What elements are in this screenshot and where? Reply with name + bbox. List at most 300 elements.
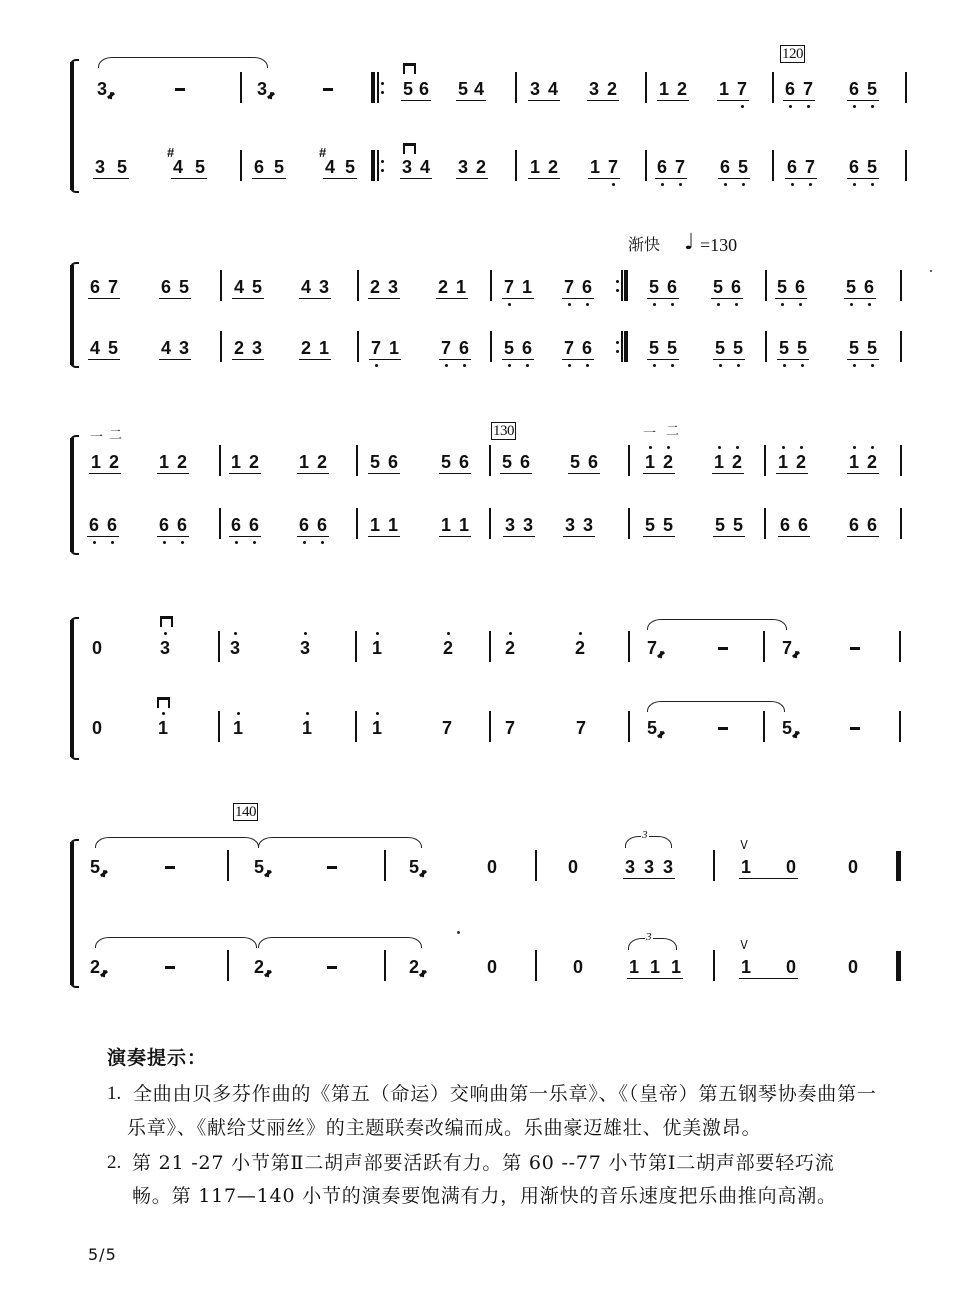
barline: [515, 72, 517, 103]
barline: [628, 631, 630, 662]
note: 3: [458, 157, 469, 177]
note-group: [230, 638, 240, 658]
note-item-text: 第 21 -27 小节第Ⅱ二胡声部要活跃有力。第 60 --77 小节第Ⅰ二胡声部要轻巧流: [132, 1152, 835, 1174]
note: 7: [564, 277, 575, 297]
beat: [570, 452, 600, 472]
note: 1: [319, 338, 330, 358]
note: 1: [299, 452, 310, 472]
note: 5: [403, 79, 414, 99]
note-group: [409, 857, 419, 877]
dash-extension: [850, 638, 860, 658]
beat: [502, 452, 532, 472]
dash-extension: [175, 79, 185, 99]
beamed-note-group: [436, 277, 468, 299]
note: 6: [231, 515, 242, 535]
note: 2: [249, 452, 260, 472]
repeat-thin-bar: [621, 270, 623, 301]
note: 6: [849, 515, 860, 535]
beamed-note-group: [588, 157, 620, 179]
fingering-1: 一: [90, 430, 104, 445]
beamed-note-group: [229, 452, 261, 474]
staff-upper: [0, 452, 968, 472]
note: 5: [667, 338, 678, 358]
note: 1: [159, 452, 170, 472]
note: 1: [650, 957, 661, 977]
beamed-note-group: [456, 79, 486, 101]
repeat-thick-bar: [624, 270, 628, 301]
note-group: [165, 957, 175, 977]
beat: [782, 718, 792, 738]
barline: [357, 270, 359, 301]
note: 6: [388, 452, 399, 472]
beat: [849, 79, 879, 99]
note: 5: [108, 338, 119, 358]
beat: [576, 718, 586, 738]
note: 1: [233, 718, 244, 738]
beat: [319, 145, 357, 177]
note-group: [90, 957, 100, 977]
note: 6: [254, 157, 265, 177]
beat: [779, 338, 809, 358]
note: 1: [372, 718, 383, 738]
note: 5: [867, 157, 878, 177]
beamed-note-group: [157, 515, 189, 537]
note-group: [254, 857, 264, 877]
note: 2: [409, 957, 419, 977]
beat: [530, 157, 560, 177]
note: 5: [252, 277, 263, 297]
beat: [231, 452, 261, 472]
note-group: [160, 638, 170, 658]
note: 6: [582, 277, 593, 297]
note: 7: [442, 718, 453, 738]
beat: [234, 338, 264, 358]
beat: [785, 79, 815, 99]
note: 7: [564, 338, 575, 358]
barline: [355, 711, 357, 742]
note: 5: [502, 452, 513, 472]
beat: [327, 857, 337, 877]
note: 3: [97, 79, 107, 99]
tremolo-icon: [267, 92, 275, 99]
tremolo-icon: [264, 970, 272, 977]
beat: [647, 638, 657, 658]
note-group: [254, 957, 264, 977]
note: 3: [565, 515, 576, 535]
note: 1: [302, 718, 313, 738]
note: 2: [607, 79, 618, 99]
beamed-note-group: [439, 515, 471, 537]
note-group: [233, 718, 243, 738]
beamed-note-group: [647, 338, 679, 360]
beamed-note-group: [439, 338, 471, 360]
note: 5: [777, 277, 788, 297]
note: 5: [254, 857, 264, 877]
note: 5: [117, 157, 128, 177]
barline: [763, 631, 765, 662]
barline: [384, 850, 386, 881]
barline: [764, 445, 766, 476]
staff-lower: [0, 718, 968, 738]
beamed-note-group: [159, 277, 191, 299]
barline: [628, 711, 630, 742]
note: 2: [505, 638, 516, 658]
beat: [504, 277, 534, 297]
barline: [763, 711, 765, 742]
note-group: [487, 857, 497, 877]
repeat-thin-bar: [377, 72, 379, 103]
note: 6: [317, 515, 328, 535]
note: 6: [785, 79, 796, 99]
note-group: [647, 638, 657, 658]
note: 1: [441, 515, 452, 535]
beat: [167, 145, 207, 177]
beat: [443, 638, 453, 658]
note: 6: [89, 515, 100, 535]
note: 6: [588, 452, 599, 472]
notes-heading: 演奏提示：: [107, 1047, 208, 1069]
triplet-bracket: [628, 938, 677, 950]
note: 0: [487, 957, 498, 977]
note: 5: [649, 338, 660, 358]
tie-slur: [647, 619, 787, 630]
tie-slur: [258, 837, 422, 848]
note: 1: [530, 157, 541, 177]
note: 6: [299, 515, 310, 535]
note: 3: [95, 157, 106, 177]
beamed-note-group: [778, 515, 810, 537]
barline: [357, 331, 359, 362]
beat: [159, 452, 189, 472]
note: 5: [849, 338, 860, 358]
beat: [97, 79, 107, 99]
note: 6: [90, 277, 101, 297]
beat: [301, 338, 331, 358]
note: 3: [252, 338, 263, 358]
beamed-note-group: [157, 452, 189, 474]
note: 5: [90, 857, 100, 877]
beat: [530, 79, 560, 99]
beat: [715, 338, 745, 358]
note-item-number: 2.: [107, 1152, 122, 1173]
note-group: [487, 957, 497, 977]
note: 2: [796, 452, 807, 472]
barline: [489, 445, 491, 476]
note: 3: [663, 857, 674, 877]
note-group: [97, 79, 107, 99]
staff-upper: [0, 638, 968, 658]
note: 5: [195, 157, 206, 177]
beamed-note-group: [783, 79, 815, 101]
note: 7: [504, 277, 515, 297]
beat: [850, 638, 860, 658]
beat: [589, 79, 619, 99]
note: 1: [231, 452, 242, 472]
beat: [254, 857, 264, 877]
barline: [384, 950, 386, 981]
tempo-bpm: =130: [700, 235, 738, 255]
note: 3: [300, 638, 311, 658]
barline: [218, 631, 220, 662]
beat: [848, 857, 858, 877]
barline: [628, 445, 630, 476]
beat: [850, 718, 860, 738]
beamed-note-group: [368, 277, 400, 299]
note: 3: [179, 338, 190, 358]
beamed-note-group: [562, 338, 594, 360]
note: 3: [523, 515, 534, 535]
beat: [372, 718, 382, 738]
note: 4: [301, 277, 312, 297]
beamed-note-group: [503, 515, 535, 537]
beat: [165, 857, 175, 877]
note: 7: [371, 338, 382, 358]
beat: [645, 515, 675, 535]
down-bow-icon: [403, 143, 416, 154]
note-group: [850, 718, 860, 738]
note-group: [718, 638, 728, 658]
beat: [254, 957, 264, 977]
note-group: [92, 638, 102, 658]
staff-lower: [0, 145, 968, 177]
note: 3: [625, 857, 636, 877]
beamed-note-group: [643, 515, 675, 537]
beamed-note-group: [528, 157, 560, 179]
note-group: [568, 857, 578, 877]
note-item-text: 全曲由贝多芬作曲的《第五（命运）交响曲第一乐章》、《（皇帝）第五钢琴协奏曲第一: [133, 1083, 877, 1105]
barline: [227, 850, 229, 881]
note: 6: [161, 277, 172, 297]
beat: [89, 515, 119, 535]
beamed-note-group: [252, 157, 286, 179]
barline: [772, 150, 774, 181]
note: 0: [92, 718, 103, 738]
note: 1: [741, 857, 752, 877]
note: 0: [786, 957, 797, 977]
note: 5: [846, 277, 857, 297]
note: 5: [715, 338, 726, 358]
barline: [645, 150, 647, 181]
beat: [327, 957, 337, 977]
note: 1: [659, 79, 670, 99]
beamed-note-group: [623, 857, 675, 879]
scan-speck: [457, 931, 460, 934]
barline: [899, 711, 901, 742]
beat: [161, 277, 191, 297]
beat: [778, 452, 808, 472]
beat: [564, 277, 594, 297]
beamed-note-group: [368, 452, 400, 474]
note: 3: [644, 857, 655, 877]
note: 5: [867, 79, 878, 99]
barline: [355, 631, 357, 662]
note: 4: [548, 79, 559, 99]
barline: [489, 631, 491, 662]
rehearsal-mark: 140: [235, 804, 256, 820]
beat: [403, 79, 431, 99]
beat: [323, 79, 333, 99]
barline: [905, 72, 907, 103]
beat: [299, 515, 329, 535]
beat: [233, 718, 243, 738]
beat: [659, 79, 689, 99]
beat: [409, 857, 419, 877]
note: 0: [92, 638, 103, 658]
staff-upper: [0, 277, 968, 297]
note: 1: [158, 718, 169, 738]
note-group: [443, 638, 453, 658]
note: 0: [848, 857, 859, 877]
beat: [442, 718, 452, 738]
repeat-dot: [616, 341, 619, 344]
beamed-note-group: [847, 157, 879, 179]
beat: [234, 277, 264, 297]
note-group: [848, 857, 858, 877]
beamed-note-group: [627, 957, 683, 979]
beat: [91, 452, 121, 472]
beat: [649, 338, 679, 358]
beamed-note-group: [456, 157, 488, 179]
note: 3: [530, 79, 541, 99]
tremolo-icon: [657, 731, 665, 738]
beamed-note-group: [232, 338, 264, 360]
note: 5: [738, 157, 749, 177]
beat: [590, 157, 620, 177]
repeat-dot: [381, 91, 384, 94]
beamed-note-group: [718, 157, 750, 179]
note-group: [327, 857, 337, 877]
beat: [573, 957, 583, 977]
note: 3: [160, 638, 171, 658]
beat: [441, 452, 471, 472]
note-group: [90, 857, 100, 877]
note: 7: [782, 638, 792, 658]
note: 3: [402, 157, 413, 177]
beamed-note-group: [847, 515, 879, 537]
beamed-note-group: [232, 277, 264, 299]
repeat-dot: [616, 350, 619, 353]
barline: [713, 950, 715, 981]
note: 1: [456, 277, 467, 297]
beamed-note-group: [299, 338, 331, 360]
note: 7: [737, 79, 748, 99]
beat: [715, 515, 745, 535]
note: 6: [731, 277, 742, 297]
note: 5: [458, 79, 469, 99]
beamed-note-group: [847, 452, 879, 474]
beamed-note-group: [775, 277, 807, 299]
note-group: [782, 718, 792, 738]
note: 6: [787, 157, 798, 177]
note: 2: [867, 452, 878, 472]
beat: [647, 718, 657, 738]
note: 4: [161, 338, 172, 358]
note: 5: [867, 338, 878, 358]
barline: [356, 445, 358, 476]
beat: [160, 638, 170, 658]
beamed-note-group: [439, 452, 471, 474]
note: 5: [179, 277, 190, 297]
note: 5: [733, 338, 744, 358]
beat: [718, 718, 728, 738]
note: 5: [733, 515, 744, 535]
repeat-thin-bar: [621, 331, 623, 362]
beat: [372, 638, 382, 658]
note: 1: [645, 452, 656, 472]
barline: [628, 508, 630, 539]
beat: [718, 638, 728, 658]
beamed-note-group: [229, 515, 261, 537]
note-group: [372, 718, 382, 738]
beat: [629, 957, 683, 977]
note: 5: [797, 338, 808, 358]
note: 5: [647, 718, 657, 738]
note: 3: [257, 79, 267, 99]
beamed-note-group: [717, 79, 749, 101]
beamed-note-group: [847, 338, 879, 360]
note-item-text: 畅。第 117—140 小节的演奏要饱满有力，用渐快的音乐速度把乐曲推向高潮。: [132, 1185, 837, 1207]
beat: [849, 452, 879, 472]
note: 4: [90, 338, 101, 358]
note: 6: [520, 452, 531, 472]
beat: [92, 638, 102, 658]
repeat-thick-bar: [371, 72, 375, 103]
note: 5: [345, 157, 356, 177]
beamed-note-group: [739, 857, 798, 879]
note: 2: [677, 79, 688, 99]
dash-extension: [165, 857, 175, 877]
note: 5: [409, 857, 419, 877]
page-number: 5/5: [88, 1245, 117, 1264]
note: 7: [805, 157, 816, 177]
barline: [900, 445, 902, 476]
beat: [371, 338, 401, 358]
note: 5: [645, 515, 656, 535]
note-group: [92, 718, 102, 738]
dash-extension: [850, 718, 860, 738]
note-group: [850, 638, 860, 658]
note: 0: [487, 857, 498, 877]
barline: [899, 631, 901, 662]
beamed-note-group: [401, 79, 431, 101]
beamed-note-group: [777, 338, 809, 360]
beamed-note-group: [713, 338, 745, 360]
beamed-note-group: [739, 957, 798, 979]
beamed-note-group: [297, 515, 329, 537]
note: 3: [388, 277, 399, 297]
tie-slur: [95, 837, 259, 848]
beamed-note-group: [89, 452, 121, 474]
beamed-note-group: [93, 157, 129, 179]
beamed-note-group: [502, 338, 534, 360]
scan-speck: [930, 270, 932, 272]
beat: [645, 452, 675, 472]
tie-slur: [258, 937, 422, 948]
note: 1: [741, 957, 752, 977]
note: 1: [372, 638, 383, 658]
note: 0: [568, 857, 579, 877]
beamed-note-group: [88, 277, 120, 299]
note: 5: [370, 452, 381, 472]
note-item-number: 1.: [107, 1083, 122, 1104]
repeat-thick-bar: [624, 331, 628, 362]
note: 2: [575, 638, 586, 658]
beat: [158, 718, 168, 738]
barline: [900, 270, 902, 301]
beat: [438, 277, 468, 297]
barline: [219, 508, 221, 539]
beat: [505, 515, 535, 535]
